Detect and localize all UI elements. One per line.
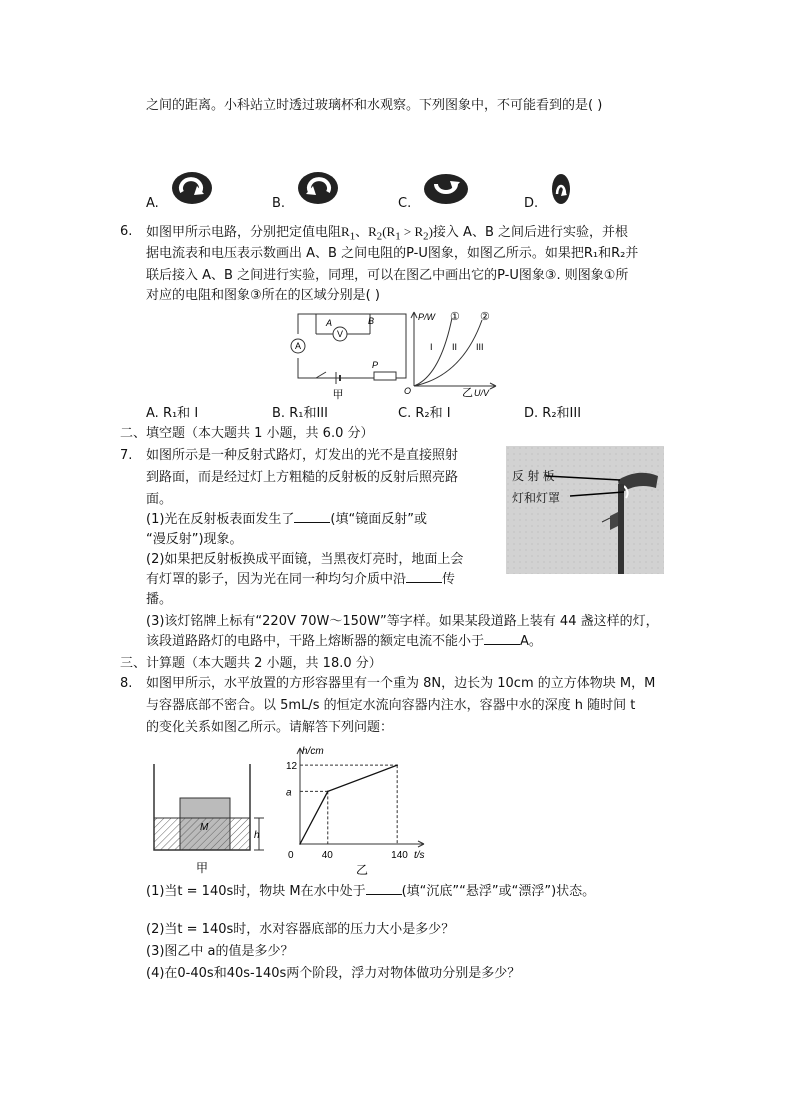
data-point-1 bbox=[327, 791, 329, 793]
q8-number: 8. bbox=[120, 676, 133, 691]
q7-sub1-line1: (1)光在反射板表面发生了 (填“镜面反射”或 bbox=[146, 512, 427, 527]
terminal-a-label: A bbox=[326, 318, 333, 328]
y-axis-label: P/W bbox=[418, 312, 435, 322]
q8-sub4: (4)在0-40s和40s-140s两个阶段，浮力对物体做功分别是多少？ bbox=[146, 966, 521, 981]
q8-ht-chart bbox=[280, 736, 430, 876]
q6-option-c: C. R₂和 I bbox=[398, 406, 451, 421]
region-2-label: II bbox=[452, 342, 458, 352]
q6-number: 6. bbox=[120, 224, 133, 239]
origin-label: O bbox=[404, 386, 412, 396]
y-tick-label-12: 12 bbox=[286, 761, 298, 773]
q5-line1: 之间的距离。小科站立时透过玻璃杯和水观察。下列图象中，不可能看到的是( ) bbox=[146, 98, 603, 113]
voltmeter-label: V bbox=[336, 329, 344, 339]
q6-line3: 联后接入 A、B 之间进行实验，同理，可以在图乙中画出它的P-U图象③. 则图象①所 bbox=[146, 268, 629, 283]
figure-yi-label-q8: 乙 bbox=[355, 863, 369, 876]
terminal-b-label: B bbox=[368, 316, 375, 326]
q6-line2: 据电流表和电压表示数画出 A、B 之间电阻的P-U图象，如图乙所示。如果把R₁和R₂并 bbox=[146, 246, 639, 261]
q5-option-d-letter: D. bbox=[524, 196, 539, 211]
q6-pu-graph bbox=[400, 306, 504, 400]
region-1-label: I bbox=[430, 342, 433, 352]
x-tick-label-40: 40 bbox=[321, 850, 333, 861]
rheostat-label: P bbox=[372, 360, 379, 370]
figure-jia-label: 甲 bbox=[332, 389, 344, 400]
curve-2-label: ② bbox=[480, 311, 490, 323]
curve-1 bbox=[414, 318, 452, 386]
curve-1-label: ① bbox=[450, 311, 460, 323]
q7-sub3-line2: 该段道路路灯的电路中，干路上熔断器的额定电流不能小于 A。 bbox=[146, 634, 542, 649]
section-3-title: 三、计算题（本大题共 2 小题，共 18.0 分） bbox=[120, 656, 382, 671]
series-line bbox=[300, 765, 397, 844]
ammeter-label: A bbox=[294, 341, 302, 351]
x-tick-label-0: 0 bbox=[288, 850, 294, 861]
q7-blank-2[interactable] bbox=[406, 582, 442, 583]
q7-number: 7. bbox=[120, 448, 133, 463]
q7-sub2-line3: 播。 bbox=[146, 592, 173, 607]
q7-sub2-line1: (2)如果把反射板换成平面镜，当黑夜灯亮时，地面上会 bbox=[146, 552, 464, 567]
reflector-label: 反 射 板 bbox=[512, 469, 555, 483]
q8-blank-1[interactable] bbox=[366, 894, 402, 895]
q8-container-diagram bbox=[146, 758, 268, 878]
q5-option-a-letter: A. bbox=[146, 196, 159, 211]
narrow-arrow-icon bbox=[550, 172, 572, 206]
q7-line1: 如图所示是一种反射式路灯，灯发出的光不是直接照射 bbox=[146, 448, 459, 463]
q7-blank-3[interactable] bbox=[484, 644, 520, 645]
figure-yi-label: 乙 bbox=[462, 387, 473, 399]
y-axis-title: h/cm bbox=[302, 746, 324, 757]
y-tick-label-a: a bbox=[286, 787, 292, 799]
mirrored-clockwise-arrow-icon bbox=[422, 172, 470, 206]
lamp-cover-label: 灯和灯罩 bbox=[512, 491, 561, 505]
q5-answer-paren: ( ) bbox=[588, 98, 603, 113]
q5-option-c-letter: C. bbox=[398, 196, 412, 211]
x-axis-title: t/s bbox=[414, 850, 425, 861]
q6-line1: 如图甲所示电路，分别把定值电阻$R_1$、$R_2(R_1 > R_2)$接入 A、B 之间后进行实验，并根 bbox=[146, 224, 628, 243]
clockwise-arrow-icon bbox=[170, 170, 214, 206]
data-point-0 bbox=[299, 843, 301, 845]
q6-line4: 对应的电阻和图象③所在的区域分别是( ) bbox=[146, 288, 380, 303]
section-2-title: 二、填空题（本大题共 1 小题，共 6.0 分） bbox=[120, 426, 374, 441]
q8-sub1: (1)当t = 140s时，物块 M在水中处于 (填“沉底”“悬浮”或“漂浮”)状态。 bbox=[146, 884, 596, 899]
lamp-pole bbox=[618, 484, 624, 574]
q7-line3: 面。 bbox=[146, 492, 173, 507]
figure-jia-label-q8: 甲 bbox=[195, 861, 209, 875]
q8-sub2: (2)当t = 140s时，水对容器底部的压力大小是多少？ bbox=[146, 922, 455, 937]
q8-line3: 的变化关系如图乙所示。请解答下列问题： bbox=[146, 720, 394, 735]
q6-option-d: D. R₂和III bbox=[524, 406, 582, 421]
q5-option-b-letter: B. bbox=[272, 196, 286, 211]
counterclockwise-arrow-icon bbox=[296, 170, 340, 206]
x-tick-label-140: 140 bbox=[391, 850, 408, 861]
curve-2 bbox=[414, 320, 482, 386]
q7-blank-1[interactable] bbox=[294, 522, 330, 523]
q6-circuit-diagram bbox=[286, 306, 416, 400]
q7-sub1-line2: “漫反射”)现象。 bbox=[146, 532, 243, 547]
q7-line2: 到路面，而是经过灯上方粗糙的反射板的反射后照亮路 bbox=[146, 470, 459, 485]
q8-sub3: (3)图乙中 a的值是多少？ bbox=[146, 944, 294, 959]
x-axis-label: U/V bbox=[474, 388, 490, 398]
q7-sub3-line1: (3)该灯铭牌上标有“220V 70W～150W”等字样。如果某段道路上装有 44 盏这样的灯， bbox=[146, 614, 659, 629]
cube-m-label: M bbox=[200, 822, 209, 833]
region-3-label: III bbox=[476, 342, 484, 352]
q6-option-a: A. R₁和 I bbox=[146, 406, 199, 421]
q6-answer-paren: ( ) bbox=[365, 288, 380, 303]
q8-line1: 如图甲所示，水平放置的方形容器里有一个重为 8N，边长为 10cm 的立方体物块 M，M bbox=[146, 676, 656, 691]
depth-h-label: h bbox=[254, 830, 260, 841]
q6-option-b: B. R₁和III bbox=[272, 406, 328, 421]
street-lamp-photo bbox=[506, 446, 664, 574]
data-point-2 bbox=[396, 764, 398, 766]
q7-sub2-line2: 有灯罩的影子，因为光在同一种均匀介质中沿 传 bbox=[146, 572, 456, 587]
rheostat-icon bbox=[374, 372, 396, 380]
q8-line2: 与容器底部不密合。以 5mL/s 的恒定水流向容器内注水，容器中水的深度 h 随时间 t bbox=[146, 698, 636, 713]
